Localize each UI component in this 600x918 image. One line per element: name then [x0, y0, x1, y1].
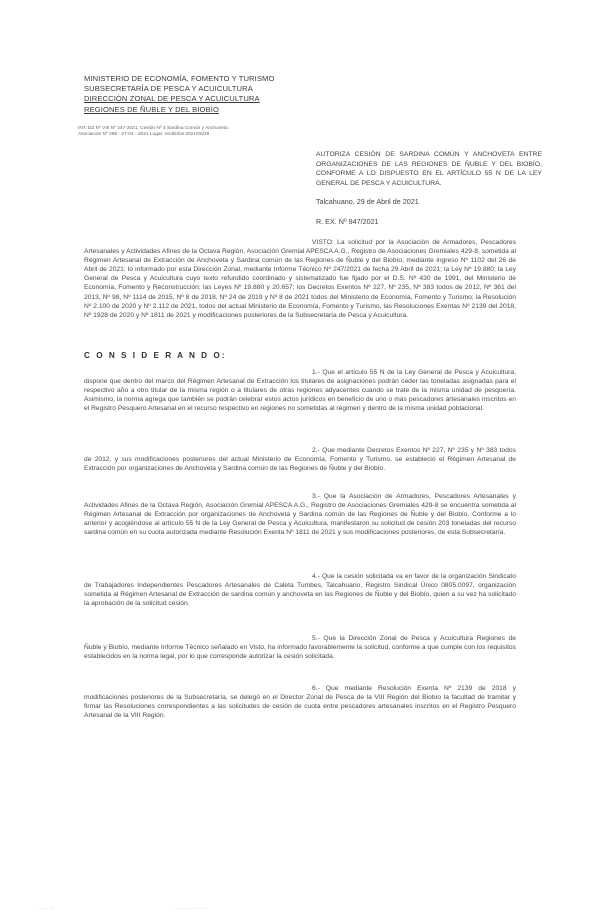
institution-header: [84, 74, 284, 115]
resolution-number: R. EX. Nº 947/2021: [316, 217, 379, 226]
considerando-paragraph-6: 6.- Que mediante Resolución Exenta Nº 2139 de 2018 y modificaciones posteriores de la Subsecretaría, se delegó en el Director Zonal de Pesca de la VIII Región del Biobío la facultad de tramitar y firmar las Resoluciones correspondientes a las solicitudes de cesión de cuota entre pescadores artesanales inscritos en el Registro Pesquero Artesanal de la VIII Región.: [84, 685, 516, 720]
zonal-directorate-name: DIRECCIÓN ZONAL DE PESCA Y ACUICULTURA: [84, 94, 260, 104]
footer-left-mark: · · · · · ·: [38, 906, 54, 911]
ministry-name: MINISTERIO DE ECONOMÍA, FOMENTO Y TURISMO: [84, 74, 275, 83]
reference-line-1: INT. DZ Nº VIII Nº 247-2021; Cesión Nº 4 Sardina Común y Anchoveta: [78, 126, 228, 131]
considerando-paragraph-5: 5.- Que la Dirección Zonal de Pesca y Acuicultura Regiones de Ñuble y Biobío, mediante Informe Técnico señalado en Visto, ha informado favorablemente la solicitud, conforme a que cumple con los requisitos establecidos en la norma legal, por lo que corresponde autorizar la cesión solicitada.: [84, 635, 516, 661]
footer-mid-mark: · · · · · · · · · · · ·: [174, 906, 207, 911]
subsecretariat-name: SUBSECRETARÍA DE PESCA Y ACUICULTURA: [84, 84, 253, 94]
considerando-paragraph-3: 3.- Que la Asociación de Armadores, Pescadores Artesanales y Actividades Afines de la Octava Región, Asociación Gremial APESCA A.G., Registro de Asociaciones Gremiales 429-8 se encuentra sometida al Régimen Artesanal de Extracción por organizaciones de Anchoveta y Sardina común de las Regiones de Ñuble y del Biobío. Conforme a lo anterior y acogiéndose al artículo 55 N de la Ley General de Pesca y Acuicultura, manifestaron su solicitud de cesión 203 toneladas del recurso sardina común en su cuota autorizada mediante Resolución Exenta Nº 1811 de 2021 y sus modificaciones posteriores, de esta Subsecretaría.: [84, 493, 516, 537]
considerando-paragraph-1: 1.- Que el artículo 55 N de la Ley General de Pesca y Acuicultura, dispone que dentro del marco del Régimen Artesanal de Extracción los titulares de asignaciones podrán ceder las toneladas asignadas para el respectivo año a otro titular de la misma región o a titulares de otras regiones adyacentes cuando se trate de la misma unidad de pesquería. Asimismo, la norma agrega que también se podrán celebrar estos actos jurídicos en beneficio de uno o más pescadores artesanales inscritos en el Registro Pesquero Artesanal en el recurso respectivo en regiones no sometidas al régimen y dentro de la misma unidad poblacional.: [84, 369, 516, 413]
date-line: Talcahuano, 29 de Abril de 2021: [316, 197, 419, 206]
visto-paragraph: VISTO: La solicitud por la Asociación de Armadores, Pescadores Artesanales y Actividades Afines de la Octava Región, Asociación Gremial APESCA A.G., Registro de Asociaciones Gremiales 429-8, sometida al Régimen Artesanal de Extracción de Anchoveta y Sardina común de las Regiones de Ñuble y del Biobío, mediante ingreso Nº 1102 del 26 de Abril de 2021; lo informado por esta Dirección Zonal, mediante Informe Técnico Nº 247/2021 de fecha 29 Abril de 2021; la Ley Nº 19.880; la Ley General de Pesca y Acuicultura cuyo texto refundido coordinado y sistematizado fue fijado por el D.S. Nº 430 de 1991, del Ministerio de Economía, Fomento y Reconstrucción; las Leyes Nº 19.880 y 20.657; los Decretos Exentos Nº 227, Nº 235, Nº 383 todos de 2012, Nº 361 del 2013, Nº 98, Nº 1114 de 2015, Nº 8 de 2018, Nº 24 de 2019 y Nº 8 de 2021 todos del Ministerio de Economía, Fomento y Turismo; la Resolución Nº 2.100 de 2020 y Nº 2.112 de 2021, todos del actual Ministerio de Economía, Fomento y Turismo, las Resoluciones Exentas Nº 2139 del 2018, Nº 1928 de 2020 y Nº 1811 de 2021 y modificaciones posteriores de la Subsecretaría de Pesca y Acuicultura.: [84, 239, 516, 319]
considerando-paragraph-2: 2.- Que mediante Decretos Exentos Nº 227, Nº 235 y Nº 383 todos de 2012, y sus modificaciones posteriores del actual Ministerio de Economía, Fomento y Turismo, se estableció el Régimen Artesanal de Extracción por organizaciones de Anchoveta y Sardina común de las Regiones de Ñuble y del Biobío.: [84, 447, 516, 473]
reference-line-2: Asociación Nº 298 - 27-04 - 2021 Lugar: recibidos 2021/05/29: [78, 132, 210, 138]
resolution-subject: AUTORIZA CESIÓN DE SARDINA COMÚN Y ANCHOVETA ENTRE ORGANIZACIONES DE LAS REGIONES DE ÑUBLE Y DEL BIOBÍO, CONFORME A LO DISPUESTO EN EL ARTÍCULO 55 N DE LA LEY GENERAL DE PESCA Y ACUICULTURA.: [316, 151, 542, 187]
regions-name: REGIONES DE ÑUBLE Y DEL BIOBÍO: [84, 104, 219, 114]
considerando-heading: C O N S I D E R A N D O:: [84, 351, 227, 360]
considerando-paragraph-4: 4.- Que la cesión solicitada va en favor de la organización Sindicato de Trabajadores Independientes Pescadores Artesanales de Caleta Tumbes, Talcahuano, Registro Sindical Único 0805.0097, organización sometida al Régimen Artesanal de Extracción de sardina común y anchoveta en las Regiones de Ñuble y del Biobío, quien a su vez ha solicitado la aprobación de la solicitud cesión.: [84, 573, 516, 608]
reference-lines: [78, 126, 288, 139]
